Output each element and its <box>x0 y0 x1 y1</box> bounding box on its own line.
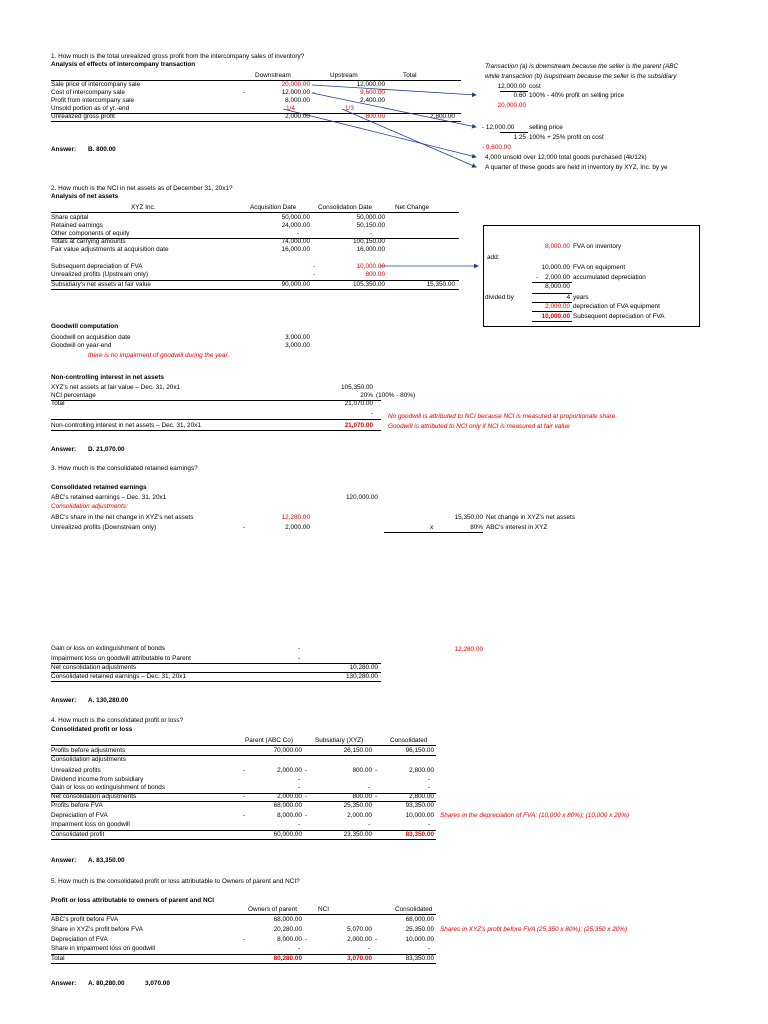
q1-minus: - <box>313 89 316 96</box>
nci-row-value: 21,070.00 <box>344 400 373 407</box>
q4-minus: - <box>375 767 378 774</box>
q1-calc-note: 4,000 unsold over 12,000 total goods purchased (4k/12k) <box>485 154 647 161</box>
q2-row-label: Retained earnings <box>51 222 103 229</box>
q4-row-cons: - <box>428 784 431 791</box>
q2-row-acq: - <box>297 230 300 237</box>
q5-answer-label: Answer: <box>51 980 77 987</box>
box-label: FVA on inventory <box>573 243 622 250</box>
q3-times: x <box>430 524 434 531</box>
q5-row-owners: 8,000.00 <box>277 936 302 943</box>
q3-side-value: 12,280.00 <box>454 646 483 653</box>
box-value: 10,000.00 <box>541 264 570 271</box>
q5-question: 5. How much is the consolidated profit or loss attributable to Owners of parent and NCI? <box>51 878 300 885</box>
q5-row-label: Share in impairment loss on goodwill <box>51 945 156 952</box>
q4-row-parent: 60,000.00 <box>273 831 302 838</box>
box-label: FVA on equipment <box>573 264 626 271</box>
q2-answer-label: Answer: <box>51 446 77 453</box>
q1-row-label: Sale price of intercompany sale <box>51 81 141 88</box>
q4-row-label: Gain or loss on extinguishment of bonds <box>51 784 166 791</box>
arrow-line <box>283 109 476 157</box>
q4-row-sub: 800.00 <box>352 793 372 800</box>
nci-row-label: Total <box>51 400 65 407</box>
q3-row-value: 2,000.00 <box>285 524 310 531</box>
q5-col-nci: NCI <box>318 906 330 913</box>
q2-row-acq: 90,000.00 <box>281 281 310 288</box>
q1-calc-value: 1.25 <box>513 134 526 141</box>
q4-note: Shares in the depreciation of FVA: (10,000 x 80%); (10,000 x 20%) <box>440 812 629 819</box>
q5-row-label: Depreciation of FVA <box>51 936 108 943</box>
q3-answer-label: Answer: <box>51 697 77 704</box>
q2-row-acq: 50,000.00 <box>281 214 310 221</box>
nci-pct-note: (100% - 80%) <box>376 392 416 399</box>
gw-note: there is no impairment of goodwill during the year. <box>88 352 230 359</box>
q1-calc-value: - 9,600.00 <box>482 144 511 151</box>
q2-row-cons: 800.00 <box>365 271 385 278</box>
q1-row-label: Unrealized gross profit <box>51 113 115 120</box>
q4-minus: - <box>305 767 308 774</box>
gw-row-value: 3,000.00 <box>285 342 310 349</box>
q2-row-cons: 10,000.00 <box>356 263 385 270</box>
q5-row-owners: 68,000.00 <box>273 916 302 923</box>
q4-row-label: Net consolidation adjustments <box>51 793 137 800</box>
q2-col-entity: XYZ Inc. <box>131 204 156 211</box>
q2-row-label: Totals at carrying amounts <box>51 238 126 245</box>
q4-row-cons: 10,000.00 <box>405 812 434 819</box>
q3-heading: Consolidated retained earnings <box>51 484 147 491</box>
q1-calc-label: selling price <box>529 124 563 131</box>
q3-row-label: ABC's share in the net change in XYZ's net assets <box>51 514 194 521</box>
nci-row-value: 105,350.00 <box>341 384 373 391</box>
q4-row-label: Depreciation of FVA <box>51 812 108 819</box>
gw-row-value: 3,000.00 <box>285 334 310 341</box>
q2-row-label: Unrealized profits (Upstream only) <box>51 271 148 278</box>
nci-row-value: 21,070.00 <box>344 422 373 429</box>
q1-calc-value: - 12,000.00 <box>482 124 515 131</box>
q1-row-down: 2,000.00 <box>285 113 310 120</box>
q1-calc-value: 12,000.00 <box>497 83 526 90</box>
q3-row-label: Net consolidation adjustments <box>51 664 137 671</box>
q4-question: 4. How much is the consolidated profit or loss? <box>51 717 184 724</box>
box-value: 8,000.00 <box>545 283 570 290</box>
gw-heading: Goodwill computation <box>51 323 119 330</box>
q1-question: 1. How much is the total unrealized gross profit from the intercompany sales of inventory? <box>51 53 305 60</box>
q4-row-cons: 2,800.00 <box>409 793 434 800</box>
q1-row-up: 9,600.00 <box>360 89 385 96</box>
box-value: 2,000.00 <box>545 274 570 281</box>
q2-row-cons: 50,000.00 <box>356 214 385 221</box>
q2-row-cons: 100,150.00 <box>353 238 385 245</box>
q5-row-label: Share in XYZ's profit before FVA <box>51 926 144 933</box>
q2-answer: D. 21,070.00 <box>88 446 125 453</box>
q2-row-cons: 105,350.00 <box>353 281 385 288</box>
box-label: depreciation of FVA equipment <box>573 303 660 310</box>
q4-minus: - <box>305 812 308 819</box>
q5-col-owners: Owners of parent <box>248 906 298 913</box>
q1-row-down: 12,000.00 <box>281 89 310 96</box>
q1-row-up: 800.00 <box>365 113 385 120</box>
q1-row-label: Unsold portion as of yr.-end <box>51 105 130 112</box>
box-add-label: add: <box>487 254 500 261</box>
q3-row-value: 120,000.00 <box>346 494 378 501</box>
q5-row-nci: - <box>368 945 371 952</box>
box-label: Subsequent depreciation of FVA <box>573 313 665 320</box>
q5-row-owners: - <box>298 945 301 952</box>
q1-calc-note: A quarter of these goods are held in inventory by XYZ, Inc. by ye <box>485 164 668 171</box>
q2-row-label: Fair value adjustments at acquisition date <box>51 246 169 253</box>
box-label: accumulated depreciation <box>573 274 646 281</box>
q2-row-net: 15,350.00 <box>426 281 455 288</box>
q1-col-upstream: Upstream <box>330 72 358 79</box>
q1-col-total: Total <box>403 72 417 79</box>
q5-answer: A. 80,280.00 <box>88 980 125 987</box>
nci-row-value: 20% <box>360 392 373 399</box>
q1-row-total: 2,800.00 <box>430 113 455 120</box>
q3-row-label: Gain or loss on extinguishment of bonds <box>51 645 166 652</box>
q3-row-value: 130,280.00 <box>346 673 378 680</box>
q4-row-parent: 68,000.00 <box>273 802 302 809</box>
arrow-line <box>312 93 476 127</box>
q3-row-label: Consolidated retained earnings – Dec. 31, 20x1 <box>51 673 187 680</box>
q5-row-label: Total <box>51 955 65 962</box>
q4-row-sub: - <box>368 784 371 791</box>
nci-note: No goodwill is attributed to NCI because NCI is measured at proportionate share. <box>388 413 618 420</box>
q5-row-nci: 2,000.00 <box>347 936 372 943</box>
q4-row-parent: 8,000.00 <box>277 812 302 819</box>
q3-row-label: ABC's retained earnings – Dec. 31, 20x1 <box>51 494 167 501</box>
q4-row-parent: - <box>298 821 301 828</box>
q5-row-cons: 25,350.00 <box>405 926 434 933</box>
q3-side-label: ABC's interest in XYZ <box>486 524 548 531</box>
q1-col-downstream: Downstream <box>255 72 291 79</box>
q4-row-cons: 93,350.00 <box>405 802 434 809</box>
q4-row-parent: 70,000.00 <box>273 747 302 754</box>
gw-row-label: Goodwill on year-end <box>51 342 112 349</box>
q3-side-label: Net change in XYZ's net assets <box>486 514 575 521</box>
q5-col-cons: Consolidated <box>395 906 433 913</box>
q1-note: while transaction (b) isupstream because the seller is the subsidiary <box>485 73 677 80</box>
q3-row-value: 12,280.00 <box>281 514 310 521</box>
q1-note: Transaction (a) is downstream because the seller is the parent (ABC <box>485 63 679 70</box>
q4-row-parent: 2,000.00 <box>277 793 302 800</box>
q4-row-cons: - <box>428 821 431 828</box>
q3-row-value: 10,280.00 <box>349 664 378 671</box>
q4-row-cons: 96,150.00 <box>405 747 434 754</box>
q1-calc-label: 100% - 40% profit on selling price <box>529 92 625 99</box>
q2-col-net: Net Change <box>395 204 430 211</box>
box-label: years <box>573 294 589 301</box>
q4-col-cons: Consolidated <box>390 737 428 744</box>
box-value: 8,000.00 <box>545 243 570 250</box>
q4-row-sub: - <box>368 821 371 828</box>
q3-side-value: 15,350.00 <box>454 514 483 521</box>
q5-minus: - <box>243 936 246 943</box>
q1-row-up: 2,400.00 <box>360 97 385 104</box>
q1-calc-label: cost <box>529 83 541 90</box>
q2-row-acq: 16,000.00 <box>281 246 310 253</box>
q3-row-label: Impairment loss on goodwill attributable to Parent <box>51 655 191 662</box>
q1-heading: Analysis of effects of intercompany transaction <box>51 61 196 68</box>
q5-row-owners: 80,280.00 <box>273 955 302 962</box>
q5-heading: Profit or loss attributable to owners of parent and NCI <box>51 897 214 904</box>
q5-minus: - <box>375 936 378 943</box>
q2-heading: Analysis of net assets <box>51 193 119 200</box>
q1-row-label: Profit from intercompany sale <box>51 97 135 104</box>
q3-minus: - <box>298 645 301 652</box>
q4-row-sub: 26,150.00 <box>343 747 372 754</box>
q4-col-sub: Subsidiary (XYZ) <box>315 737 364 744</box>
q3-answer: A. 130,280.00 <box>88 697 129 704</box>
q2-row-cons: - <box>370 230 373 237</box>
q1-calc-value: 20,000.00 <box>497 102 526 109</box>
nci-row-value: - <box>370 410 373 417</box>
q3-minus: - <box>243 524 246 531</box>
q1-calc-label: 100% + 25% profit on cost <box>529 134 604 141</box>
q5-note: Shares in XYZ's profit before FVA (25,350 x 80%); (25,350 x 20%) <box>440 926 628 933</box>
q4-row-sub: 23,350.00 <box>343 831 372 838</box>
nci-row-label: NCI percentage <box>51 392 96 399</box>
q4-row-sub: 2,000.00 <box>347 812 372 819</box>
q4-row-label: Profits before FVA <box>51 802 103 809</box>
q5-minus: - <box>305 936 308 943</box>
arrow-line <box>312 85 476 95</box>
q4-minus: - <box>243 767 246 774</box>
q4-row-parent: - <box>298 784 301 791</box>
q4-row-label: Consolidated profit <box>51 831 105 838</box>
q4-minus: - <box>305 793 308 800</box>
q2-col-cons: Consolidation Date <box>318 204 372 211</box>
q5-answer-nci: 3,070.00 <box>145 980 170 987</box>
q4-row-label: Consolidation adjustments <box>51 756 126 763</box>
q1-answer: B. 800.00 <box>88 146 116 153</box>
q5-row-cons: 68,000.00 <box>405 916 434 923</box>
q1-row-up: 12,000.00 <box>356 81 385 88</box>
q5-row-cons: - <box>428 945 431 952</box>
q3-question: 3. How much is the consolidated retained earnings? <box>51 465 198 472</box>
q2-row-acq: 74,000.00 <box>281 238 310 245</box>
q2-minus: - <box>313 271 316 278</box>
q1-calc-value: 0.60 <box>513 92 526 99</box>
nci-row-label: XYZ's net assets at fair value – Dec. 31, 20x1 <box>51 384 181 391</box>
q1-row-down: 8,000.00 <box>285 97 310 104</box>
q4-row-label: Unrealized profits <box>51 767 101 774</box>
q5-row-cons: 83,350.00 <box>405 955 434 962</box>
q2-row-cons: 16,000.00 <box>356 246 385 253</box>
q1-row-up: 1/3 <box>345 105 354 112</box>
q4-col-parent: Parent (ABC Co) <box>245 737 293 744</box>
q1-row-label: Cost of intercompany sale <box>51 89 125 96</box>
nci-row-label: Non-controlling interest in net assets – Dec. 31, 20x1 <box>51 422 201 429</box>
arrow-line <box>342 109 476 167</box>
box-divided-label: divided by <box>485 294 514 301</box>
q4-minus: - <box>243 812 246 819</box>
q3-row-label: Unrealized profits (Downstream only) <box>51 524 157 531</box>
q4-minus: - <box>243 793 246 800</box>
q5-row-nci: 3,070.00 <box>347 955 372 962</box>
q5-row-label: ABC's profit before FVA <box>51 916 119 923</box>
q2-row-label: Share capital <box>51 214 89 221</box>
q4-row-label: Dividend income from subsidiary <box>51 776 144 783</box>
q4-row-sub: 800.00 <box>352 767 372 774</box>
q2-row-label: Subsequent depreciation of FVA <box>51 263 143 270</box>
gw-row-label: Goodwill on acquisition date <box>51 334 131 341</box>
q4-row-parent: 2,000.00 <box>277 767 302 774</box>
q1-minus: - <box>243 89 246 96</box>
q5-row-nci: 5,070.00 <box>347 926 372 933</box>
box-minus: - <box>536 274 539 281</box>
q1-row-down: 20,000.00 <box>281 81 310 88</box>
q2-minus: - <box>313 263 316 270</box>
q3-adj-label: Consolidation adjustments: <box>51 503 128 510</box>
q3-side-value: 80% <box>470 524 483 531</box>
q4-minus: - <box>375 793 378 800</box>
q1-row-down: 1/4 <box>286 105 295 112</box>
q2-row-cons: 50,150.00 <box>356 222 385 229</box>
q4-row-label: Impairment loss on goodwill <box>51 821 130 828</box>
q4-row-cons: - <box>428 776 431 783</box>
q3-minus: - <box>298 655 301 662</box>
box-value: 2,000.00 <box>545 303 570 310</box>
q4-answer: A. 83,350.00 <box>88 857 125 864</box>
box-value: 10,000.00 <box>541 313 570 320</box>
q4-row-cons: 2,800.00 <box>409 767 434 774</box>
q2-row-label: Subsidiary's net assets at fair value <box>51 281 151 288</box>
q5-row-owners: 20,280.00 <box>273 926 302 933</box>
box-value: 4 <box>566 294 570 301</box>
q2-col-acq: Acquisition Date <box>250 204 297 211</box>
q4-row-sub: 25,350.00 <box>343 802 372 809</box>
q4-row-cons: 83,350.00 <box>405 831 434 838</box>
q1-answer-label: Answer: <box>51 146 77 153</box>
q4-heading: Consolidated profit or loss <box>51 726 133 733</box>
q2-row-acq: 24,000.00 <box>281 222 310 229</box>
q2-question: 2. How much is the NCI in net assets as of December 31, 20x1? <box>51 185 233 192</box>
q2-row-label: Other components of equity <box>51 230 130 237</box>
nci-note: Goodwill is attributed to NCI only if NCI is measured at fair value <box>388 423 570 430</box>
q4-row-parent: - <box>298 776 301 783</box>
q5-row-cons: 10,000.00 <box>405 936 434 943</box>
q4-row-label: Profits before adjustments <box>51 747 126 754</box>
nci-heading: Non-controlling interest in net assets <box>51 374 164 381</box>
q4-answer-label: Answer: <box>51 857 77 864</box>
